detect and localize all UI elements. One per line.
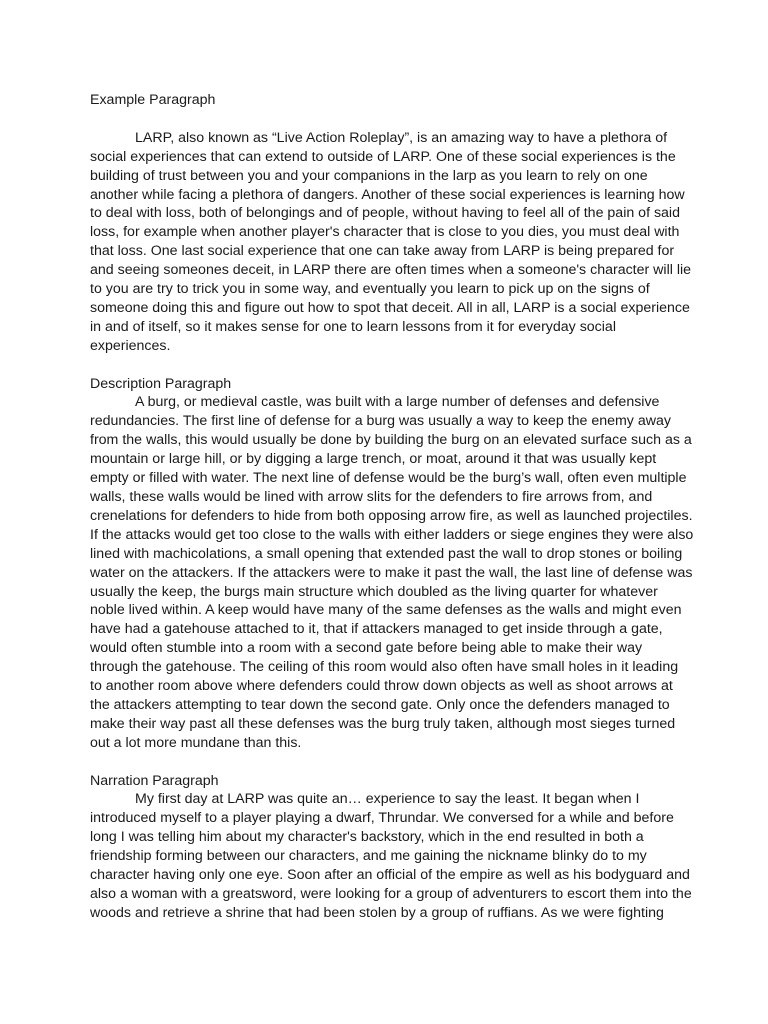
text-line: lined with machicolations, a small opening that extended past the wall to drop stones or boiling bbox=[90, 545, 683, 562]
text-line: the attackers attempting to tear down the second gate. Only once the defenders managed to bbox=[90, 696, 670, 713]
text-line: noble lived within. A keep would have many of the same defenses as the walls and might even bbox=[90, 602, 682, 619]
text-line: make their way past all these defenses was the burg truly taken, although most sieges turned bbox=[90, 715, 676, 732]
text-line: someone doing this and figure out how to spot that deceit. All in all, LARP is a social experience bbox=[90, 299, 690, 316]
section-heading-narration: Narration Paragraph bbox=[90, 772, 219, 789]
text-line: redundancies. The first line of defense for a burg was usually a way to keep the enemy away bbox=[90, 413, 671, 430]
text-line: crenelations for defenders to hide from both opposing arrow fire, as well as launched projectiles. bbox=[90, 507, 693, 524]
paragraph-example bbox=[90, 129, 692, 356]
text-line: My first day at LARP was quite an… experience to say the least. It began when I bbox=[135, 791, 640, 808]
text-line: friendship forming between our characters, and me gaining the nickname blinky do to my bbox=[90, 848, 647, 865]
text-line: experiences. bbox=[90, 337, 171, 354]
text-line: to another room above where defenders could throw down objects as well as shoot arrows at bbox=[90, 678, 673, 695]
text-line: would often stumble into a room with a second gate before being able to make their way bbox=[90, 640, 643, 657]
text-line: and seeing someones deceit, in LARP there are often times when a someone's character will lie bbox=[90, 262, 692, 279]
text-line: have had a gatehouse attached to it, that if attackers managed to get inside through a gate, bbox=[90, 621, 663, 638]
text-line: out a lot more mundane than this. bbox=[90, 734, 302, 751]
text-line: empty or filled with water. The next line of defense would be the burg’s wall, often even multiple bbox=[90, 470, 687, 487]
text-line: character having only one eye. Soon after an official of the empire as well as his bodyguard and bbox=[90, 867, 690, 884]
section-heading-description: Description Paragraph bbox=[90, 375, 232, 392]
text-line: that loss. One last social experience that one can take away from LARP is being prepared for bbox=[90, 243, 675, 260]
text-line: long I was telling him about my character's backstory, which in the end resulted in both a bbox=[90, 829, 644, 846]
text-line: introduced myself to a player playing a dwarf, Thrundar. We conversed for a while and before bbox=[90, 810, 674, 827]
text-line: walls, these walls would be lined with arrow slits for the defenders to fire arrows from, and bbox=[90, 489, 653, 505]
text-line: woods and retrieve a shrine that had been stolen by a group of ruffians. As we were fighting bbox=[90, 904, 664, 921]
paragraph-narration bbox=[90, 790, 692, 922]
spacer bbox=[90, 110, 680, 129]
text-line: water on the attackers. If the attackers were to make it past the wall, the last line of defense was bbox=[90, 564, 693, 581]
spacer bbox=[90, 356, 680, 375]
text-line: LARP, also known as “Live Action Roleplay”, is an amazing way to have a plethora of bbox=[135, 129, 668, 146]
text-line: also a woman with a greatsword, were looking for a group of adventurers to escort them into the bbox=[90, 886, 692, 903]
text-line: usually the keep, the burgs main structure which doubled as the living quarter for whatever bbox=[90, 583, 658, 600]
text-line: mountain or large hill, or by digging a large trench, or moat, around it that was usually kept bbox=[90, 451, 657, 468]
text-line: another while facing a plethora of dangers. Another of these social experiences is learning how bbox=[90, 186, 685, 203]
document-body bbox=[90, 91, 694, 923]
text-line: social experiences that can extend to outside of LARP. One of these social experiences is the bbox=[90, 148, 676, 165]
text-line: building of trust between you and your companions in the larp as you learn to rely on one bbox=[90, 167, 648, 184]
section-heading-example: Example Paragraph bbox=[90, 92, 216, 108]
text-line: through the gatehouse. The ceiling of this room would also often have small holes in it leading bbox=[90, 659, 679, 676]
paragraph-description bbox=[90, 393, 694, 752]
text-line: to deal with loss, both of belongings and of people, without having to feel all of the pain of said bbox=[90, 205, 680, 222]
text-line: loss, for example when another player's character that is close to you dies, you must deal with bbox=[90, 224, 680, 241]
text-line: A burg, or medieval castle, was built with a large number of defenses and defensive bbox=[135, 394, 660, 411]
spacer bbox=[90, 753, 680, 772]
text-line: to you are try to trick you in some way, and eventually you learn to pick up on the signs of bbox=[90, 281, 650, 298]
text-line: If the attacks would get too close to the walls with either ladders or siege engines they were also bbox=[90, 526, 694, 543]
text-line: in and of itself, so it makes sense for one to learn lessons from it for everyday social bbox=[90, 318, 616, 335]
text-line: from the walls, this would usually be done by building the burg on an elevated surface such as a bbox=[90, 432, 692, 449]
